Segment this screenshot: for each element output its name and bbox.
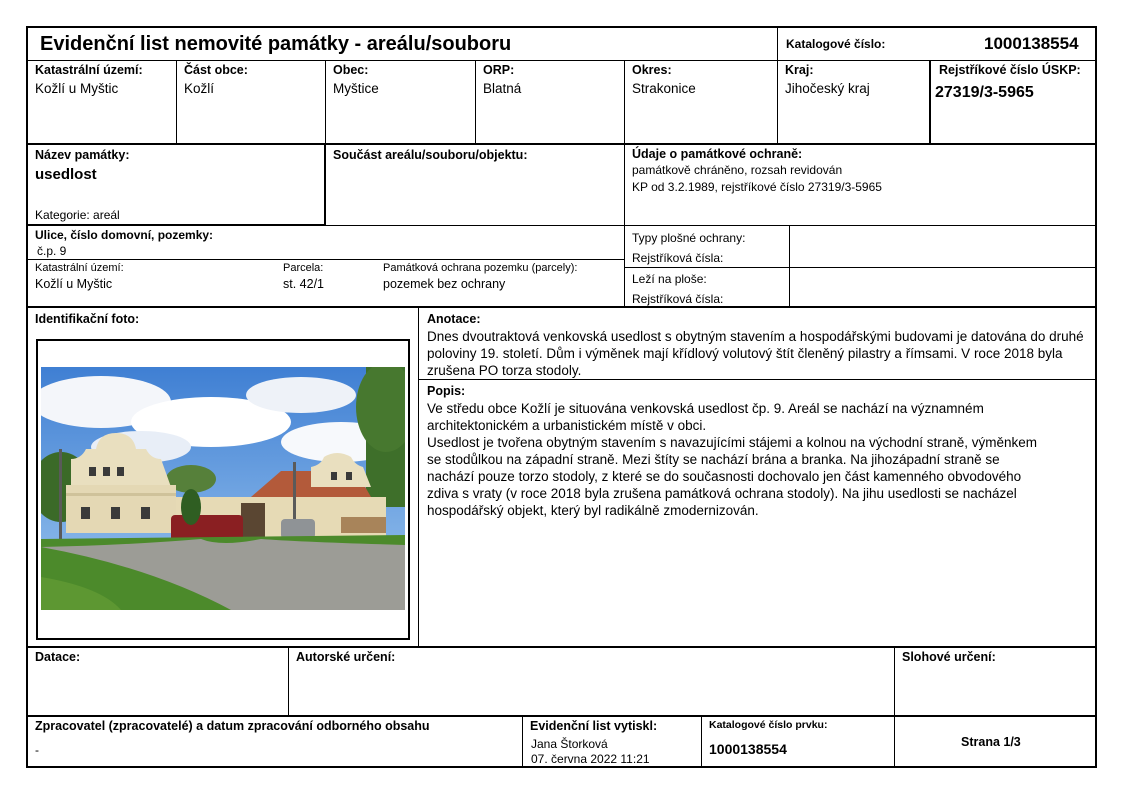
ulice-ku-value: Kožlí u Myštic — [35, 277, 113, 291]
cast-obce-label: Část obce: — [184, 63, 248, 77]
catalog-number-label: Katalogové číslo: — [786, 37, 886, 51]
anotace-label: Anotace: — [427, 312, 481, 326]
vytiskl-label: Evidenční list vytiskl: — [530, 719, 658, 733]
rejstrik-label: Rejstříkové číslo ÚSKP: — [939, 63, 1081, 77]
ulice-value: č.p. 9 — [37, 244, 67, 258]
typy-plosne-label: Typy plošné ochrany: — [632, 231, 746, 245]
slohove-urceni-label: Slohové určení: — [902, 650, 996, 664]
kraj-label: Kraj: — [785, 63, 814, 77]
popis-paragraph-1: Ve středu obce Kožlí je situována venkovská usedlost čp. 9. Areál se nachází na významném architektonickém a urbanistickém místě v obci. — [427, 401, 984, 433]
catalog-number: 1000138554 — [984, 34, 1079, 53]
parcela-value: st. 42/1 — [283, 277, 324, 291]
okres-label: Okres: — [632, 63, 672, 77]
lezi-na-plose-label: Leží na ploše: — [632, 272, 707, 286]
ochrana-label: Údaje o památkové ochraně: — [632, 147, 803, 161]
document-title: Evidenční list nemovité památky - areálu/souboru — [40, 33, 512, 55]
katastralni-uzemi-label: Katastrální území: — [35, 63, 143, 77]
parcela-label: Parcela: — [283, 262, 324, 274]
nazev-value: usedlost — [35, 166, 97, 183]
orp-label: ORP: — [483, 63, 515, 77]
popis-paragraph-2: Usedlost je tvořena obytným stavením s navazujícími stájemi a kolnou na východní straně, výměnkem se stodůlkou na západní straně. Mezi štíty se nachází brána a branka. Na jihozápadní straně se nachází pouze torzo stodoly, z které se do současnosti dochovalo jen část kamenného obvodového zdiva s vraty (v roce 2018 byla zrušena památková ochrana stodoly). Na jihu usedlosti se nacházel hospodářský objekt, který byl radikálně zmodernizován. — [427, 435, 1038, 518]
zpracovatel-value: - — [35, 743, 39, 757]
ochrana-pozemku-label: Památková ochrana pozemku (parcely): — [383, 262, 578, 274]
popis-label: Popis: — [427, 384, 466, 398]
katalog-prvku-value: 1000138554 — [709, 741, 787, 757]
cast-obce-value: Kožlí — [184, 81, 215, 96]
identification-photo — [41, 367, 405, 610]
ochrana-line1: památkově chráněno, rozsah revidován — [632, 163, 843, 177]
autorske-urceni-label: Autorské určení: — [296, 650, 396, 664]
datace-label: Datace: — [35, 650, 81, 664]
zpracovatel-label: Zpracovatel (zpracovatelé) a datum zpracování odborného obsahu — [35, 719, 430, 733]
ochrana-pozemku-value: pozemek bez ochrany — [383, 277, 506, 291]
rejstrik-value: 27319/3-5965 — [935, 84, 1034, 101]
soucast-label: Součást areálu/souboru/objektu: — [333, 148, 528, 162]
kraj-value: Jihočeský kraj — [785, 81, 870, 96]
vytiskl-date: 07. června 2022 11:21 — [531, 752, 650, 766]
orp-value: Blatná — [483, 81, 522, 96]
kategorie-value: Kategorie: areál — [35, 208, 120, 222]
page-number: Strana 1/3 — [961, 735, 1021, 749]
vytiskl-name: Jana Štorková — [531, 737, 608, 751]
ochrana-line2: KP od 3.2.1989, rejstříkové číslo 27319/3-5965 — [632, 180, 882, 194]
rejstrik2-label: Rejstříková čísla: — [632, 292, 724, 306]
ulice-ku-label: Katastrální území: — [35, 262, 124, 274]
obec-label: Obec: — [333, 63, 369, 77]
okres-value: Strakonice — [632, 81, 696, 96]
foto-label: Identifikační foto: — [35, 312, 140, 326]
anotace-text: Dnes dvoutraktová venkovská usedlost s obytným stavením a hospodářskými budovami je datována do druhé poloviny 19. století. Dům i výměnek mají křídlový volutový štít členěný pilastry a římsami. V roce 2018 byla zrušena PO torza stodoly. — [427, 329, 1084, 378]
popis-text — [427, 400, 1047, 519]
ulice-label: Ulice, číslo domovní, pozemky: — [35, 228, 214, 242]
katalog-prvku-label: Katalogové číslo prvku: — [709, 719, 828, 731]
katastralni-uzemi-value: Kožlí u Myštic — [35, 81, 119, 96]
obec-value: Myštice — [333, 81, 379, 96]
rejstrik1-label: Rejstříková čísla: — [632, 251, 724, 265]
nazev-label: Název památky: — [35, 148, 130, 162]
